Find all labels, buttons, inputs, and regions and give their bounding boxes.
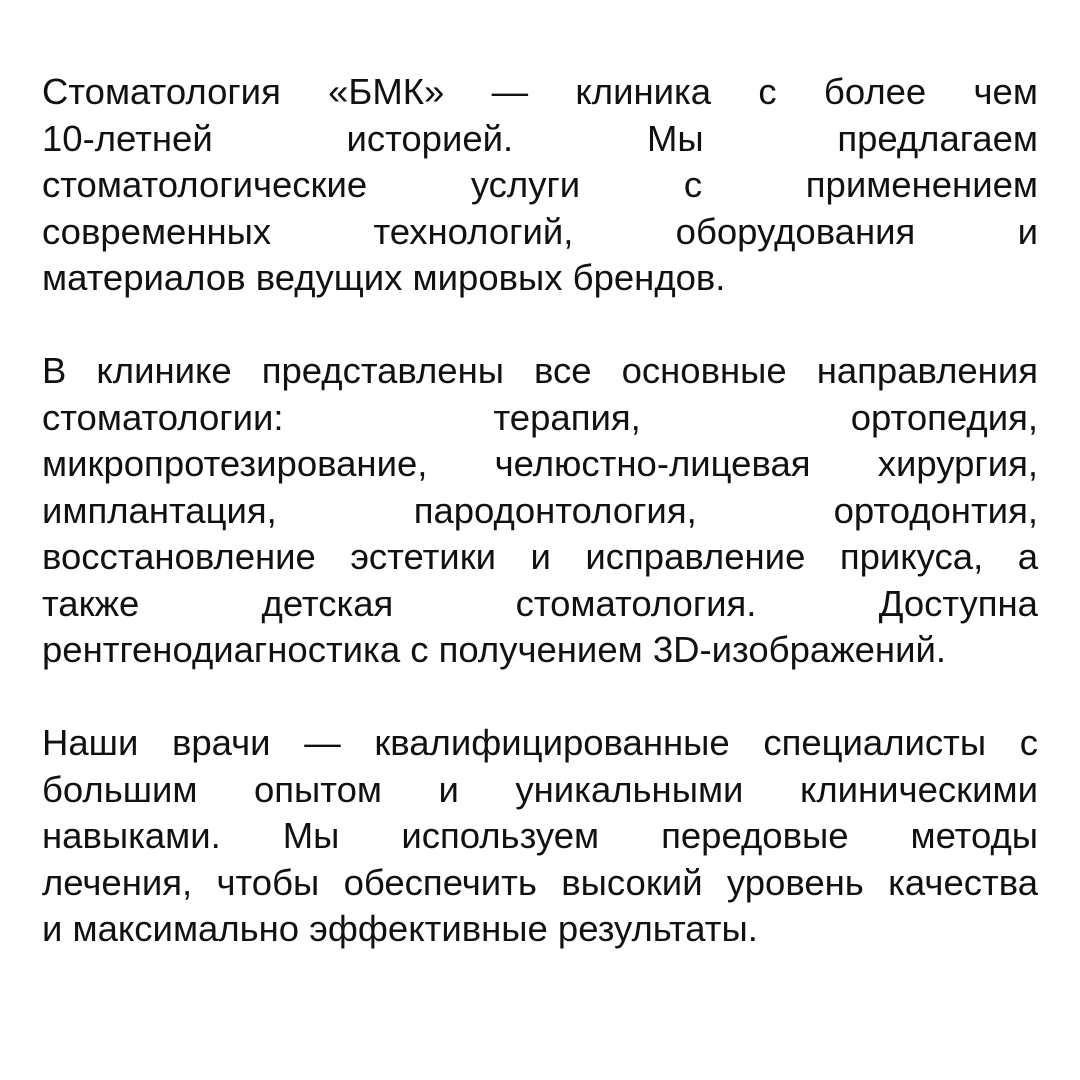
word: стоматологические	[42, 164, 368, 205]
text-line: рентгенодиагностика с получением 3D-изображений.	[42, 629, 946, 670]
word: чем	[973, 71, 1038, 112]
text-line	[42, 581, 1038, 628]
text-line	[42, 348, 1038, 395]
word: оборудования	[675, 210, 916, 252]
word: Доступна	[878, 582, 1038, 624]
word: обеспечить	[343, 861, 537, 903]
word: детская	[261, 582, 394, 624]
text-line	[42, 209, 1038, 256]
text-line	[42, 162, 1038, 209]
word: с	[1019, 722, 1038, 763]
word: опытом	[253, 768, 382, 810]
text-line	[42, 720, 1038, 767]
word: ортодонтия,	[833, 489, 1038, 531]
word: «БМК»	[328, 71, 445, 112]
word: исправление	[585, 536, 806, 577]
text-line	[42, 860, 1038, 907]
word: Стоматология	[42, 71, 281, 112]
word: специалисты	[763, 722, 987, 763]
word: передовые	[661, 815, 849, 856]
word: высокий	[561, 861, 703, 903]
word: Мы	[282, 815, 340, 856]
text-line: и максимально эффективные результаты.	[42, 908, 758, 949]
text-document	[42, 69, 1038, 999]
word: В	[42, 350, 67, 391]
word: и	[438, 768, 459, 810]
word: качества	[888, 861, 1038, 903]
word: чтобы	[216, 861, 320, 903]
word: историей.	[346, 117, 514, 159]
word: хирургия,	[877, 443, 1038, 484]
word: терапия,	[493, 396, 641, 438]
word: лечения,	[42, 861, 193, 903]
word: клиническими	[799, 768, 1038, 810]
word: уникальными	[515, 768, 744, 810]
paragraph-services	[42, 348, 1038, 674]
word: Наши	[42, 722, 139, 763]
text-line	[42, 488, 1038, 535]
word: прикуса,	[839, 536, 984, 577]
text-line	[42, 534, 1038, 581]
word: технологий,	[373, 210, 574, 252]
word: большим	[42, 768, 198, 810]
word: также	[42, 582, 140, 624]
word: более	[823, 71, 927, 112]
word: направления	[816, 350, 1038, 391]
word: клинике	[96, 350, 232, 391]
word: восстановление	[42, 536, 316, 577]
text-line	[42, 69, 1038, 116]
word: уровень	[726, 861, 864, 903]
text-line	[42, 395, 1038, 442]
text-line	[42, 767, 1038, 814]
word: пародонтология,	[413, 489, 697, 531]
word: услуги	[470, 164, 581, 205]
word: основные	[621, 350, 787, 391]
word: Мы	[646, 117, 704, 159]
text-line	[42, 116, 1038, 163]
word: клиника	[575, 71, 712, 112]
word: эстетики	[350, 536, 497, 577]
word: имплантация,	[42, 489, 277, 531]
word: —	[491, 71, 529, 112]
word: используем	[401, 815, 600, 856]
word: 10-летней	[42, 117, 213, 159]
word: челюстно-лицевая	[494, 443, 811, 484]
word: стоматологии:	[42, 396, 284, 438]
word: а	[1017, 536, 1038, 577]
paragraph-doctors	[42, 720, 1038, 953]
word: и	[530, 536, 551, 577]
word: методы	[910, 815, 1038, 856]
text-line	[42, 441, 1038, 488]
word: все	[534, 350, 592, 391]
word: микропротезирование,	[42, 443, 428, 484]
word: и	[1017, 210, 1038, 252]
word: ортопедия,	[850, 396, 1038, 438]
word: предлагаем	[837, 117, 1038, 159]
paragraph-about-clinic	[42, 69, 1038, 302]
word: современных	[42, 210, 272, 252]
text-line: материалов ведущих мировых брендов.	[42, 257, 726, 298]
word: навыками.	[42, 815, 221, 856]
word: квалифицированные	[374, 722, 730, 763]
text-line	[42, 813, 1038, 860]
word: с	[758, 71, 777, 112]
word: стоматология.	[515, 582, 757, 624]
word: —	[304, 722, 341, 763]
word: врачи	[171, 722, 271, 763]
word: представлены	[261, 350, 504, 391]
word: применением	[805, 164, 1038, 205]
word: с	[683, 164, 703, 205]
